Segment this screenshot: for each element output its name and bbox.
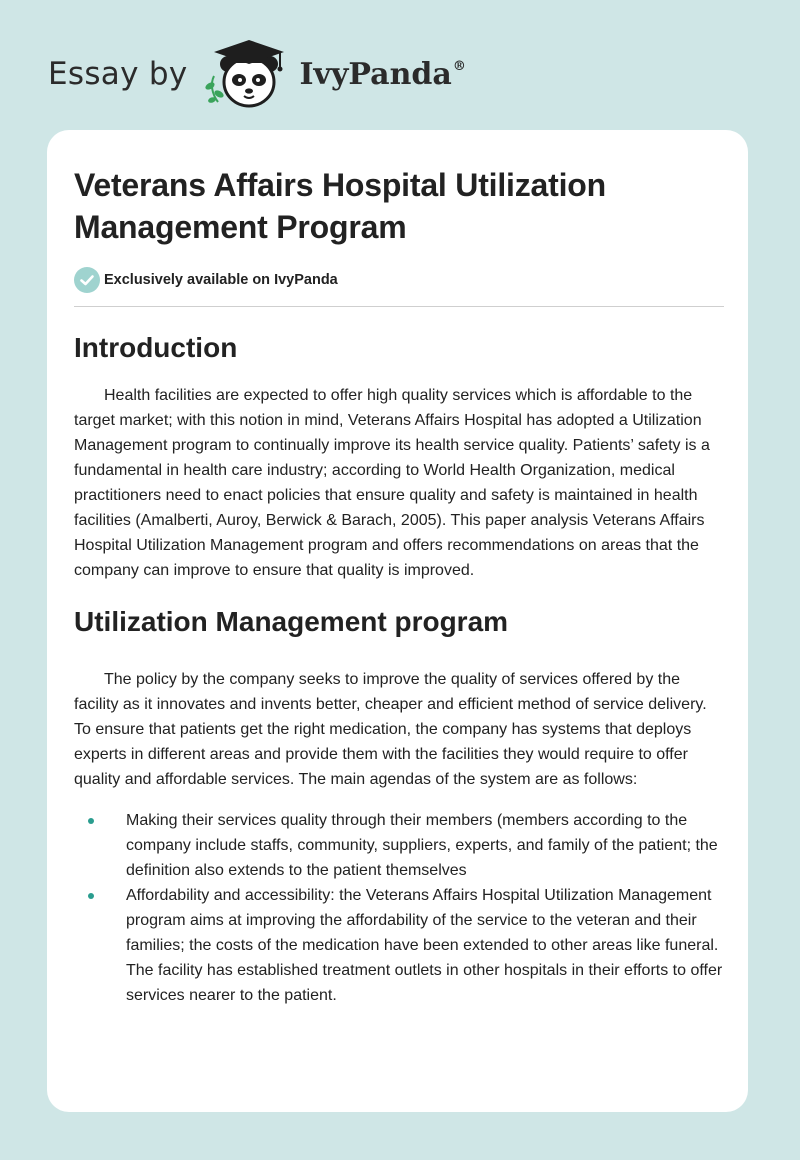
brand-prefix: Essay by [48, 56, 188, 92]
bullet-dot-icon [88, 818, 94, 824]
brand-name: IvyPanda® [299, 56, 466, 92]
title-divider [74, 306, 724, 307]
check-circle-icon [74, 267, 100, 293]
utilization-paragraph: The policy by the company seeks to improve the quality of services offered by the facility as it innovates and invents better, cheaper and efficient method of service delivery. To ensure that patients get the right medication, the company has systems that deploys experts in different areas and provide them with the facilities they would require to offer quality and affordable services. The main agendas of the system are as follows: [74, 671, 707, 788]
brand-header [48, 34, 466, 114]
essay-card [47, 130, 748, 1112]
list-item [74, 883, 724, 1008]
agenda-list [74, 808, 724, 1008]
exclusive-notice [74, 266, 724, 294]
page-title: Veterans Affairs Hospital Utilization Management Program [74, 167, 606, 245]
registered-mark: ® [452, 58, 466, 74]
list-item-text: Affordability and accessibility: the Veterans Affairs Hospital Utilization Management program aims at improving the affordability of the service to the veteran and their families; the costs of the medication have been extended to other areas like funeral. The facility has established treatment outlets in other hospitals in their efforts to offer services nearer to the patient. [126, 887, 723, 1004]
section-heading-introduction: Introduction [74, 332, 238, 363]
panda-logo-icon[interactable] [200, 36, 296, 112]
list-item-text: Making their services quality through their members (members according to the company include staffs, community, suppliers, experts, and family of the patient; the definition also extends to the patient themselves [126, 812, 718, 879]
essay-content [74, 164, 724, 1008]
bullet-dot-icon [88, 893, 94, 899]
section-heading-utilization: Utilization Management program [74, 606, 509, 637]
list-item [74, 808, 724, 883]
exclusive-label: Exclusively available on IvyPanda [104, 272, 338, 288]
introduction-paragraph: Health facilities are expected to offer high quality services which is affordable to the target market; with this notion in mind, Veterans Affairs Hospital has adopted a Utilization Management program to continually improve its health service quality. Patients’ safety is a fundamental in health care industry; according to World Health Organization, medical practitioners need to enact policies that ensure quality and safety is maintained in health facilities (Amalberti, Auroy, Berwick & Barach, 2005). This paper analysis Veterans Affairs Hospital Utilization Management program and offers recommendations on areas that the company can improve to ensure that quality is improved. [74, 387, 710, 579]
